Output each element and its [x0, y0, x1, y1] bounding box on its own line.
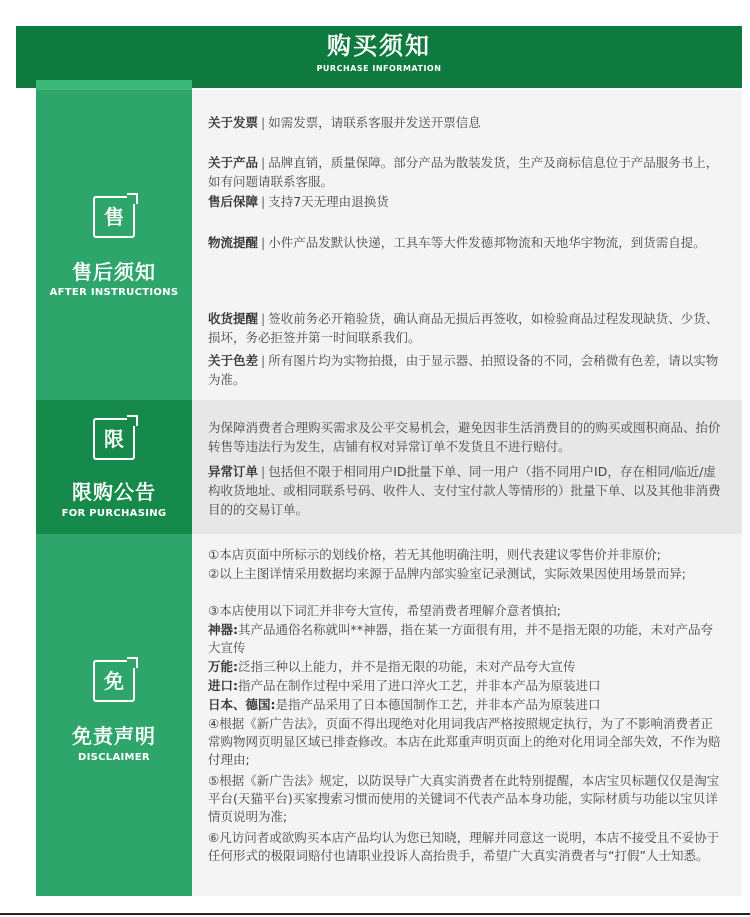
- disclaimer-badge-icon: 免: [93, 660, 135, 702]
- purchase-limit-subtitle: FOR PURCHASING: [61, 508, 167, 519]
- after-sales-section: [36, 90, 742, 400]
- after-sales-subtitle: AFTER INSTRUCTIONS: [49, 287, 179, 298]
- info-item-invoice: 关于发票 | 如需发票，请联系客服并发送开票信息: [208, 115, 481, 130]
- header-banner: [16, 26, 742, 88]
- page-subtitle: PURCHASE INFORMATION: [316, 64, 442, 73]
- purchase-limit-title: 限购公告: [72, 480, 156, 504]
- after-sales-badge-icon: 售: [93, 196, 135, 238]
- purchase-limit-badge-icon: 限: [93, 418, 135, 460]
- disclaimer-p5: ⑤根据《新广告法》规定，以防误导广大真实消费者在此特别提醒，本店宝贝标题仅仅是淘宝平台(天猫平台)买家搜索习惯而使用的关键词不代表产品本身功能，实际材质与功能以宝贝详情页说明为准;: [208, 773, 720, 824]
- purchase-limit-section: [36, 400, 742, 534]
- info-item-warranty: 售后保障 | 支持7天无理由退换货: [208, 194, 389, 209]
- disclaimer-p1: ①本店页面中所标示的划线价格，若无其他明确注明，则代表建议零售价并非原价;: [208, 547, 661, 562]
- term-jinkou: 进口:指产品在制作过程中采用了进口淬火工艺，并非本产品为原装进口: [208, 678, 601, 693]
- term-japan-germany: 日本、德国:是指产品采用了日本德国制作工艺，并非本产品为原装进口: [208, 697, 601, 712]
- purchase-limit-sidebar: [36, 400, 192, 534]
- disclaimer-subtitle: DISCLAIMER: [78, 752, 150, 763]
- disclaimer-p2: ②以上主图详情采用数据均来源于品牌内部实验室记录测试，实际效果因使用场景而异;: [208, 566, 686, 581]
- disclaimer-sidebar: [36, 534, 192, 896]
- disclaimer-title: 免责声明: [72, 724, 156, 748]
- info-item-receipt: 收货提醒 | 签收前务必开箱验货，确认商品无损后再签收，如检验商品过程发现缺货、少货、损坏，务必拒签并第一时间联系我们。: [208, 311, 719, 345]
- after-sales-sidebar: [36, 90, 192, 400]
- disclaimer-p6: ⑥凡访问者或欲购买本店产品均认为您已知晓，理解并同意这一说明，本店不接受且不妥协于任何形式的极限词赔付也请职业投诉人高抬贵手，希望广大真实消费者与“打假”人士知悉。: [208, 830, 720, 863]
- limit-intro: 为保障消费者合理购买需求及公平交易机会，避免因非生活消费目的的购买或囤积商品、抬价转售等违法行为发生，店铺有权对异常订单不发货且不进行赔付。: [208, 420, 721, 454]
- info-item-color: 关于色差 | 所有图片均为实物拍摄，由于显示器、拍照设备的不同，会稍微有色差，请以实物为准。: [208, 353, 719, 387]
- disclaimer-p3: ③本店使用以下词汇并非夸大宣传，希望消费者理解介意者慎拍;: [208, 603, 561, 618]
- term-shenqi: 神器:其产品通俗名称就叫**神器，指在某一方面很有用，并不是指无限的功能，未对产品夸大宣传: [208, 622, 714, 655]
- info-item-logistics: 物流提醒 | 小件产品发默认快递，工具车等大件发德邦物流和天地华宇物流，到货需自提。: [208, 235, 706, 250]
- term-wanneng: 万能:泛指三种以上能力，并不是指无限的功能，未对产品夸大宣传: [208, 659, 576, 674]
- sidebar-top-accent: [36, 80, 192, 90]
- bottom-divider: [0, 913, 750, 915]
- after-sales-title: 售后须知: [72, 260, 156, 284]
- page-title: 购买须知: [327, 32, 431, 60]
- info-item-product: 关于产品 | 品牌直销，质量保障。部分产品为散装发货，生产及商标信息位于产品服务书上，如有问题请联系客服。: [208, 155, 719, 189]
- abnormal-order-text: 异常订单 | 包括但不限于相同用户ID批量下单、同一用户（指不同用户ID，存在相同/临近/虚构收货地址、或相同联系号码、收件人、支付宝付款人等情形的）批量下单、以及其他非消费目的的交易订单。: [208, 464, 721, 517]
- disclaimer-section: [36, 534, 742, 896]
- disclaimer-p4: ④根据《新广告法》，页面不得出现绝对化用词我店严格按照规定执行，为了不影响消费者正常购物网页明显区域已排查修改。本店在此郑重声明页面上的绝对化用词全部失效，不作为赔付理由;: [208, 716, 721, 767]
